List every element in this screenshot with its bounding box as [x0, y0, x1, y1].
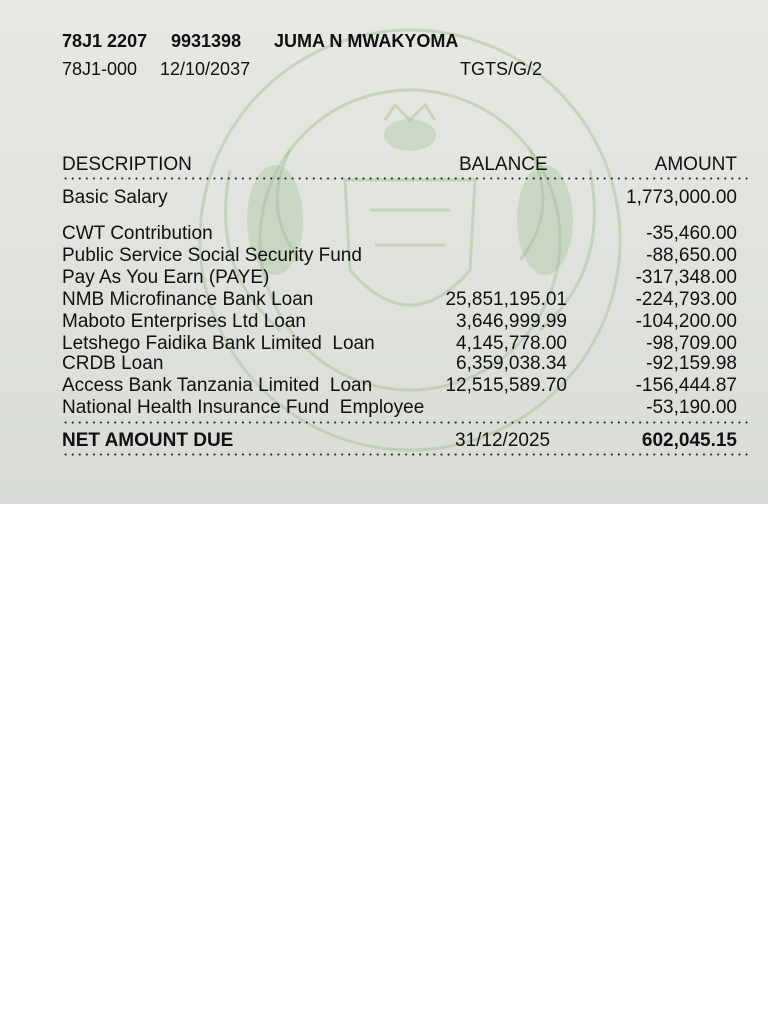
employee-number: 9931398: [171, 31, 242, 51]
line-item-amount: -92,159.98: [646, 353, 737, 374]
slip-date: 12/10/2037: [160, 59, 251, 79]
line-item-amount: -104,200.00: [635, 311, 737, 332]
line-item-description: Basic Salary: [62, 187, 168, 208]
column-header-amount: AMOUNT: [654, 154, 737, 175]
line-item-description: CRDB Loan: [62, 353, 164, 374]
line-item-description: CWT Contribution: [62, 223, 213, 244]
net-amount-label: NET AMOUNT DUE: [62, 430, 234, 451]
line-item-amount: -156,444.87: [635, 375, 737, 396]
salary-scale: TGTS/G/2: [460, 59, 543, 79]
line-item-description: Letshego Faidika Bank Limited Loan: [62, 333, 375, 354]
line-item-amount: -317,348.00: [635, 267, 737, 288]
column-header-description: DESCRIPTION: [62, 154, 192, 175]
line-item-balance: 4,145,778.00: [456, 333, 567, 354]
vote-code: 78J1-000: [62, 59, 138, 79]
salary-slip: [0, 0, 768, 504]
employee-name: JUMA N MWAKYOMA: [274, 31, 459, 51]
line-item-description: Maboto Enterprises Ltd Loan: [62, 311, 306, 332]
line-item-amount: -35,460.00: [646, 223, 737, 244]
line-item-description: Pay As You Earn (PAYE): [62, 267, 270, 288]
star-divider: [62, 420, 752, 428]
check-number: 78J1 2207: [62, 31, 148, 51]
line-item-amount: 1,773,000.00: [626, 187, 737, 208]
line-item-description: NMB Microfinance Bank Loan: [62, 289, 314, 310]
line-item-description: National Health Insurance Fund Employee: [62, 397, 425, 418]
column-header-balance: BALANCE: [459, 154, 548, 175]
line-item-balance: 12,515,589.70: [445, 375, 567, 396]
star-divider: [62, 176, 752, 184]
star-divider: [62, 452, 752, 460]
line-item-amount: -224,793.00: [635, 289, 737, 310]
line-item-description: Access Bank Tanzania Limited Loan: [62, 375, 373, 396]
line-item-amount: -98,709.00: [646, 333, 737, 354]
line-item-description: Public Service Social Security Fund: [62, 245, 362, 266]
line-item-amount: -88,650.00: [646, 245, 737, 266]
net-amount-value: 602,045.15: [641, 430, 737, 451]
line-item-amount: -53,190.00: [646, 397, 737, 418]
line-item-balance: 6,359,038.34: [456, 353, 567, 374]
net-amount-date: 31/12/2025: [455, 430, 551, 451]
line-item-balance: 25,851,195.01: [445, 289, 567, 310]
line-item-balance: 3,646,999.99: [456, 311, 567, 332]
